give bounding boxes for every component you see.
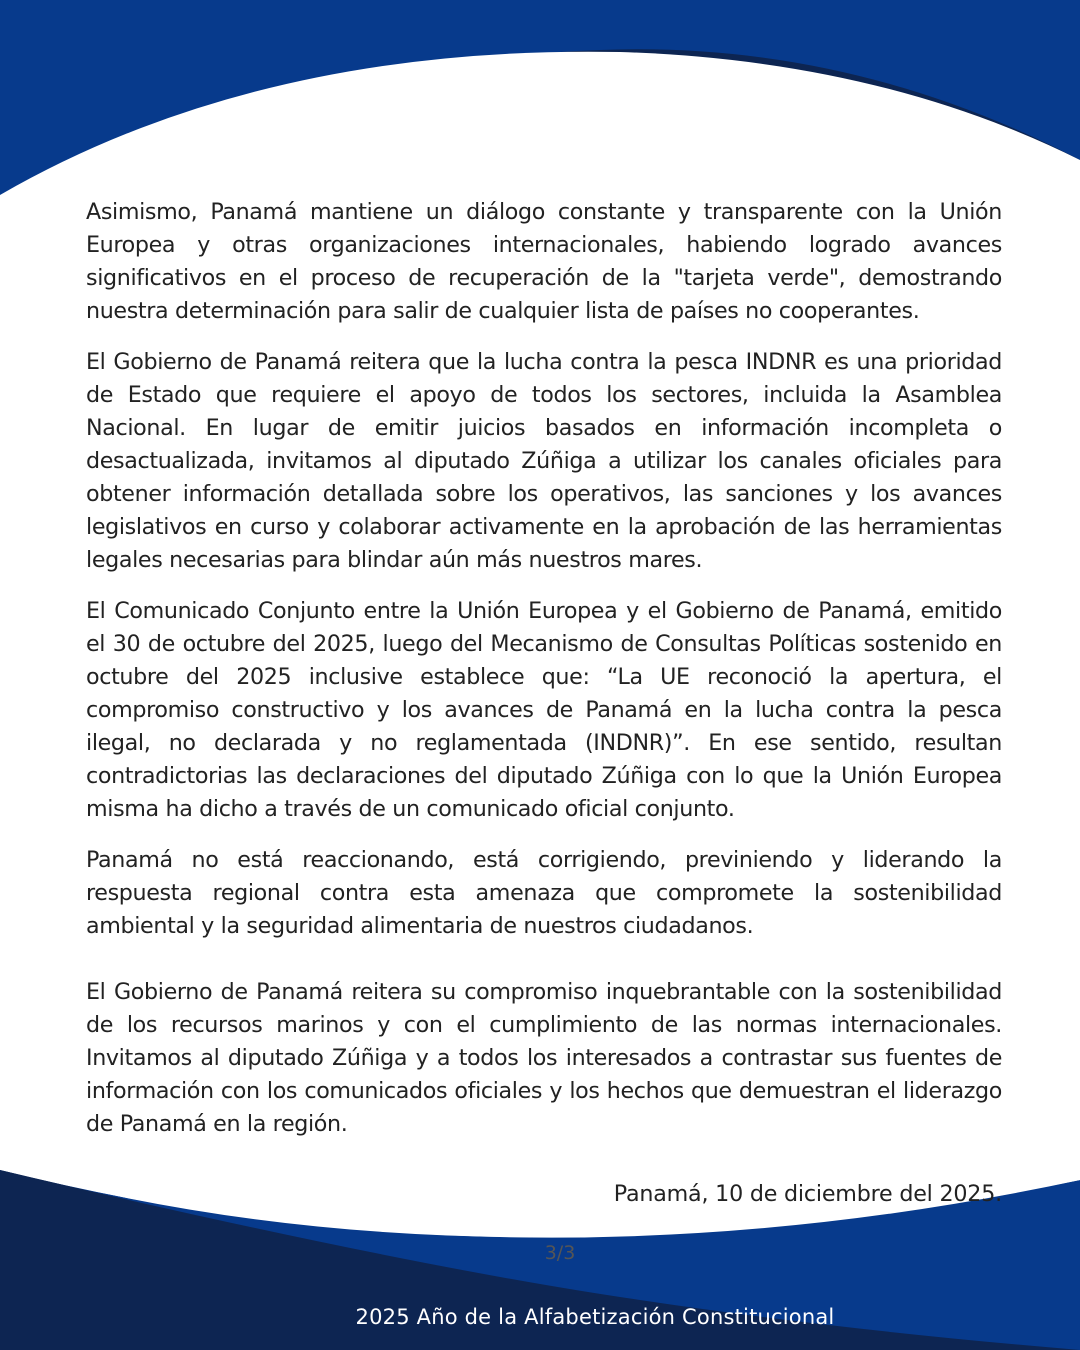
statement-body	[86, 196, 1002, 1159]
paragraph-4: Panamá no está reaccionando, está corrigiendo, previniendo y liderando la respuesta regional contra esta amenaza que compromete la sostenibilidad ambiental y la seguridad alimentaria de nuestros ciudadanos.	[86, 847, 1002, 939]
paragraph-1: Asimismo, Panamá mantiene un diálogo constante y transparente con la Unión Europea y otras organizaciones internacionales, habiendo logrado avances significativos en el proceso de recuperación de la "tarjeta verde", demostrando nuestra determinación para salir de cualquier lista de países no cooperantes.	[86, 199, 1002, 324]
paragraph-5: El Gobierno de Panamá reitera su compromiso inquebrantable con la sostenibilidad de los recursos marinos y con el cumplimiento de las normas internacionales. Invitamos al diputado Zúñiga y a todos los interesados a contrastar sus fuentes de información con los comunicados oficiales y los hechos que demuestran el liderazgo de Panamá en la región.	[86, 979, 1002, 1137]
page-number: 3/3	[544, 1242, 576, 1264]
paragraph-2: El Gobierno de Panamá reitera que la lucha contra la pesca INDNR es una prioridad de Estado que requiere el apoyo de todos los sectores, incluida la Asamblea Nacional. En lugar de emitir juicios basados en información incompleta o desactualizada, invitamos al diputado Zúñiga a utilizar los canales oficiales para obtener información detallada sobre los operativos, las sanciones y los avances legislativos en curso y colaborar activamente en la aprobación de las herramientas legales necesarias para blindar aún más nuestros mares.	[86, 349, 1002, 573]
date-line: Panamá, 10 de diciembre del 2025.	[613, 1181, 1002, 1207]
footer-motto: 2025 Año de la Alfabetización Constitucional	[355, 1305, 835, 1329]
paragraph-3: El Comunicado Conjunto entre la Unión Europea y el Gobierno de Panamá, emitido el 30 de octubre del 2025, luego del Mecanismo de Consultas Políticas sostenido en octubre del 2025 inclusive establece que: “La UE reconoció la apertura, el compromiso constructivo y los avances de Panamá en la lucha contra la pesca ilegal, no declarada y no reglamentada (INDNR)”. En ese sentido, resultan contradictorias las declaraciones del diputado Zúñiga con lo que la Unión Europea misma ha dicho a través de un comunicado oficial conjunto.	[86, 598, 1002, 822]
